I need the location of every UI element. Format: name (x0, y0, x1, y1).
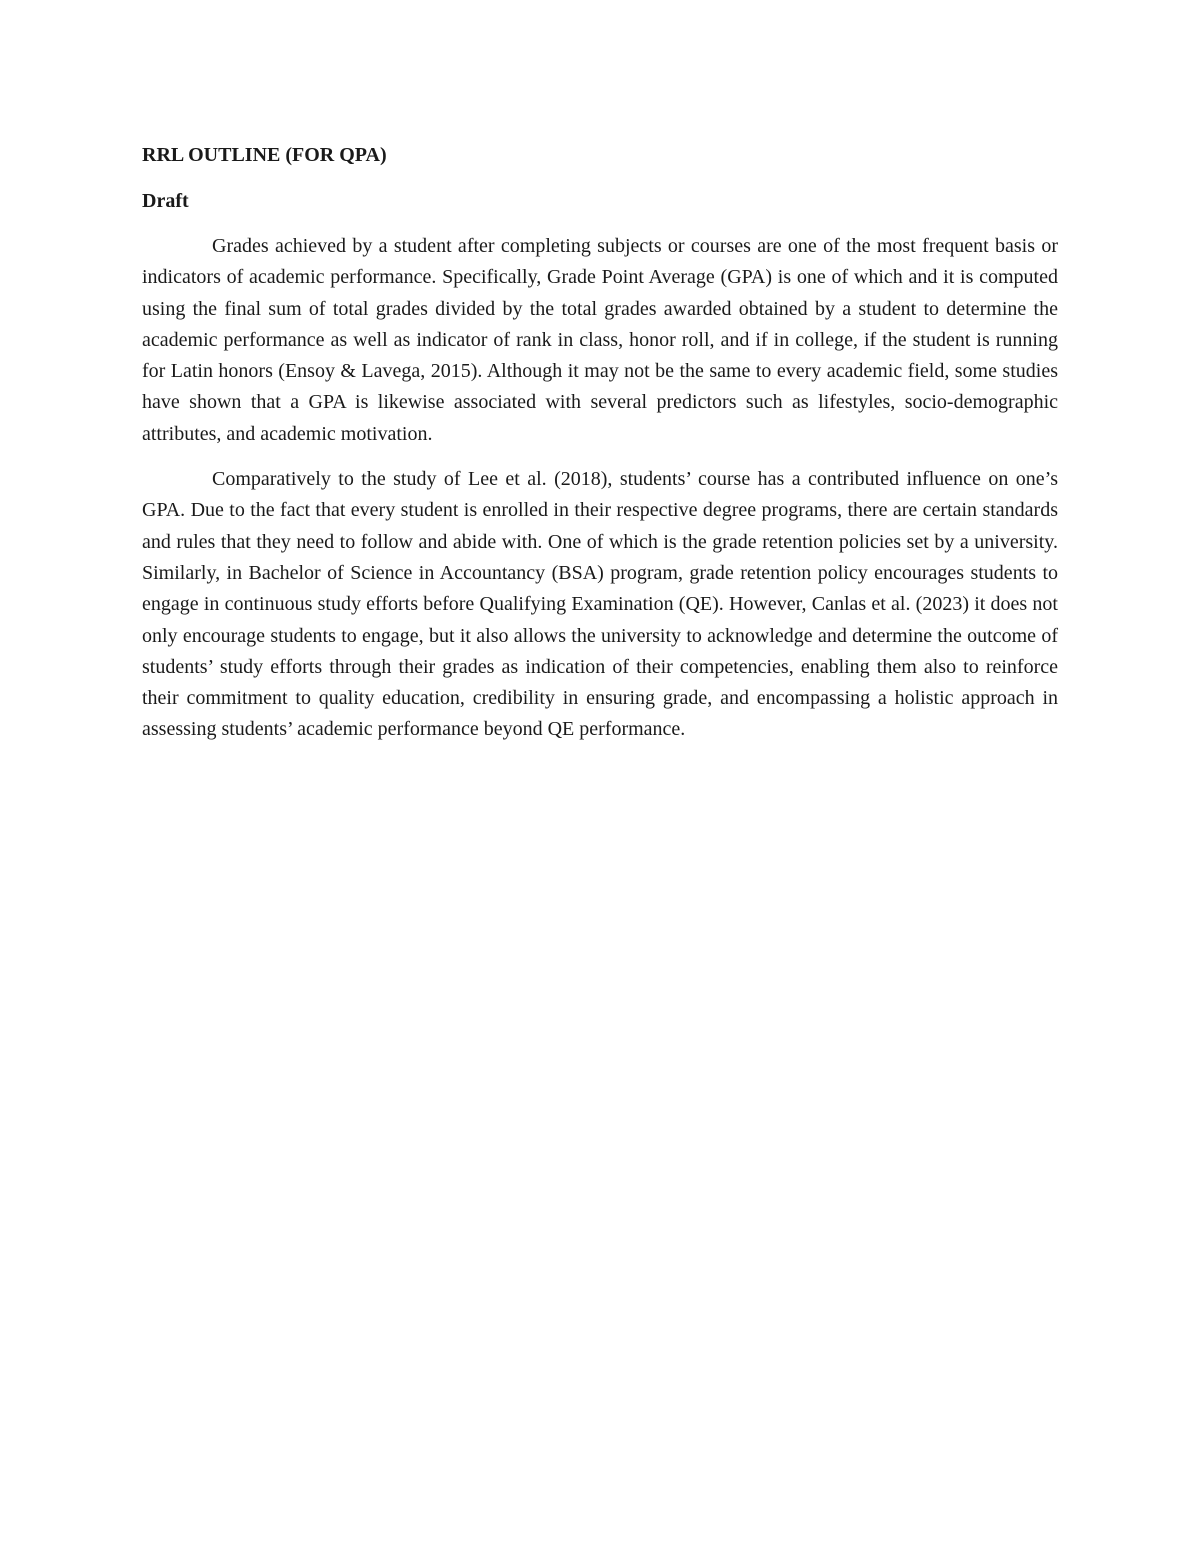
document-title: RRL OUTLINE (FOR QPA) (142, 144, 387, 166)
paragraph-2: Comparatively to the study of Lee et al. (2018), students’ course has a contributed influence on one’s GPA. Due to the fact that every student is enrolled in their respective degree programs, there are certain standards and rules that they need to follow and abide with. One of which is the grade retention policies set by a university. Similarly, in Bachelor of Science in Accountancy (BSA) program, grade retention policy encourages students to engage in continuous study efforts before Qualifying Examination (QE). However, Canlas et al. (2023) it does not only encourage students to engage, but it also allows the university to acknowledge and determine the outcome of students’ study efforts through their grades as indication of their competencies, enabling them also to reinforce their commitment to quality education, credibility in ensuring grade, and encompassing a holistic approach in assessing students’ academic performance beyond QE performance. (142, 468, 1058, 741)
document-body (142, 140, 1058, 760)
document-subtitle: Draft (142, 190, 189, 212)
paragraph-1: Grades achieved by a student after completing subjects or courses are one of the most frequent basis or indicators of academic performance. Specifically, Grade Point Average (GPA) is one of which and it is computed using the final sum of total grades divided by the total grades awarded obtained by a student to determine the academic performance as well as indicator of rank in class, honor roll, and if in college, if the student is running for Latin honors (Ensoy & Lavega, 2015). Although it may not be the same to every academic field, some studies have shown that a GPA is likewise associated with several predictors such as lifestyles, socio-demographic attributes, and academic motivation. (142, 235, 1058, 445)
